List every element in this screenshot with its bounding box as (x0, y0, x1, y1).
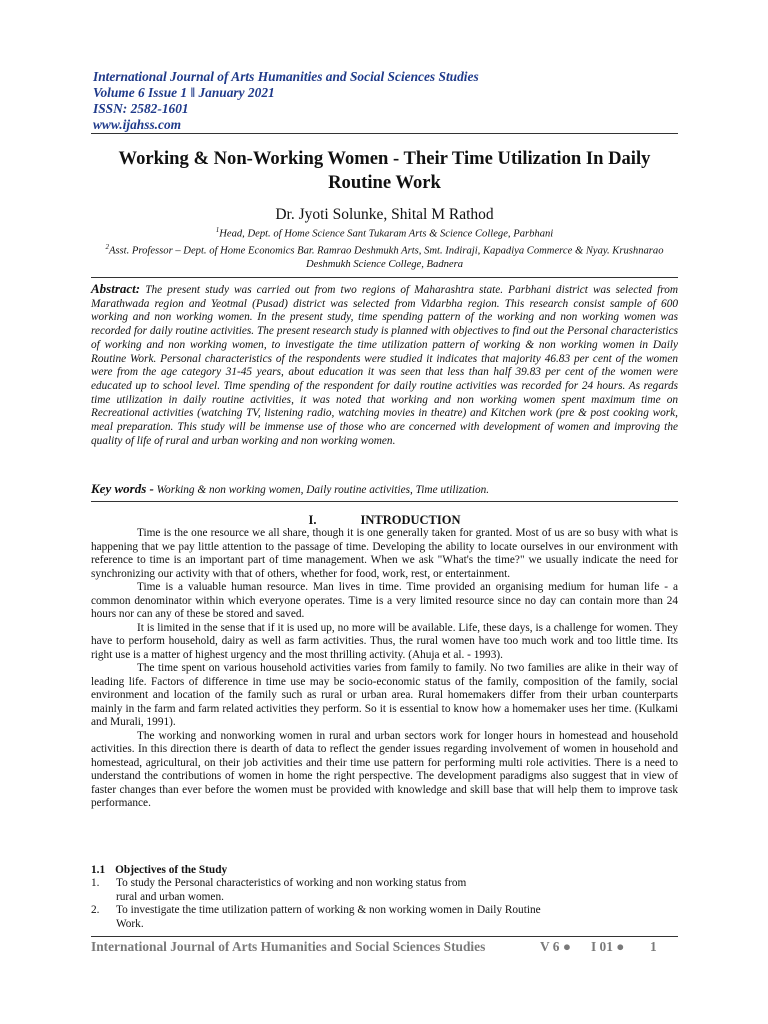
introduction-heading (91, 513, 678, 528)
affiliation-1 (91, 224, 678, 241)
objectives-heading (91, 863, 227, 877)
journal-volume: Volume 6 Issue 1 ǁ January 2021 (93, 85, 275, 100)
keywords-divider (91, 501, 678, 502)
abstract (91, 282, 678, 448)
affiliations (91, 224, 678, 272)
affiliation-mark: 2 (105, 243, 109, 252)
footer-issue: I 01 ● (591, 939, 625, 954)
introduction-body (91, 527, 678, 811)
header-divider (91, 133, 678, 134)
keywords-text: Working & non working women, Daily routine activities, Time utilization. (156, 484, 490, 496)
objective-item (91, 904, 678, 931)
abstract-divider (91, 277, 678, 278)
paper-authors: Dr. Jyoti Solunke, Shital M Rathod (275, 206, 494, 223)
footer-divider (91, 936, 678, 937)
footer-volume: V 6 ● (540, 939, 571, 954)
objective-line: rural and urban women. (116, 890, 224, 903)
keywords (91, 482, 678, 497)
abstract-text: The present study was carried out from two regions of Maharashtra state. Parbhani district was selected from Marathwada region and Yeotmal (Pusad) district was selected from Vidarbha region. This research consist sample of 600 working and non working women. In the present study, time spending pattern of the working and non working women was recorded for daily routine activities. The present research study is planned with objectives to find out the Personal characteristics of working and non working women, to investigate the time utilization pattern of working & non working women in Daily Routine Work. Personal characteristics of the respondents were studied it indicates that majority 46.83 per cent of the women were from the age category 31-45 years, about education it was seen that less than half 39.83 per cent of the women were educated up to school level. Time spending of the respondent for daily routine activities was recorded for 24 hours. As regards time utilization in daily routine activities, it was noted that working and non working women spent maximum time on Recreational activities (watching TV, listening radio, watching movies in theatre) and Kitchen work (pre & post cooking work, meal preparation. This study will be immense use of those who are concerned with development of women and improving the quality of life of rural and urban working and non working women. (91, 284, 679, 447)
journal-header (93, 69, 693, 133)
paragraph: It is limited in the sense that if it is used up, no more will be available. Life, these days, is a challenge for women. They have to perform household, dairy as well as farm activities. Thus, the rural women have too much work and too little time. Its right use is a matter of highest urgency and the most thrilling activity. (Ahuja et al. - 1993). (91, 621, 678, 661)
journal-issn: ISSN: 2582-1601 (93, 101, 189, 116)
journal-name: International Journal of Arts Humanities and Social Sciences Studies (93, 69, 479, 84)
paper-title: Working & Non-Working Women - Their Time Utilization In Daily Routine Work (118, 148, 651, 193)
objective-line: To study the Personal characteristics of working and non working status from (116, 877, 467, 889)
objective-number: 2. (91, 904, 100, 916)
footer-journal: International Journal of Arts Humanities and Social Sciences Studies (91, 939, 486, 954)
page-number: 1 (650, 939, 657, 954)
paragraph: Time is the one resource we all share, though it is one generally taken for granted. Most of us are so busy with what is happening that we pay little attention to the passage of time. Developing the ability to locate ourselves in our environment with reference to time is an important part of time management. When we ask "What's the time?" we usually indicate the need for synchronizing our activity with that of others, whether for food, work, rest, or entertainment. (91, 527, 678, 580)
subsection-title: Objectives of the Study (115, 864, 228, 876)
abstract-label: Abstract: (91, 281, 141, 296)
objective-line: To investigate the time utilization pattern of working & non working women in Daily Routine (116, 904, 541, 916)
journal-website[interactable]: www.ijahss.com (93, 117, 182, 132)
affiliation-mark: 1 (215, 226, 220, 234)
paragraph: Time is a valuable human resource. Man lives in time. Time provided an organising medium for human life - a common denominator within which everyone operates. Time is a very limited resource since no day can contain more than 24 hours nor can any of these be stored and saved. (91, 581, 678, 620)
objectives-list (91, 877, 678, 931)
section-title: INTRODUCTION (360, 513, 461, 527)
objective-line: Work. (116, 917, 144, 930)
affiliation-text: Head, Dept. of Home Science Sant Tukaram Arts & Science College, Parbhani (219, 228, 554, 240)
objective-number: 1. (91, 877, 100, 889)
keywords-label: Key words - (91, 481, 154, 496)
objective-item (91, 877, 678, 904)
affiliation-text: Asst. Professor – Dept. of Home Economics Bar. Ramrao Deshmukh Arts, Smt. Indiraji, Kapadiya Commerce & Nyay. Krushnarao Deshmukh Science College, Badnera (108, 245, 664, 271)
subsection-number: 1.1 (91, 864, 106, 876)
section-number: I. (308, 513, 317, 527)
paragraph: The time spent on various household activities varies from family to family. No two families are alike in their way of leading life. Factors of difference in time use may be socio-economic status of the family, composition of the family, social environment and location of the family such as rural or urban area. Rural homemakers differ from their urban counterparts mainly in the farm and farm related activities they perform. So it is essential to know how a homemaker uses her time. (Kulkami and Murali, 1991). (91, 662, 678, 728)
paragraph: The working and nonworking women in rural and urban sectors work for longer hours in homestead and household activities. In this direction there is dearth of data to reflect the gender issues regarding involvement of women in household and homestead, agricultural, on their job activities and their time use pattern for performing multi role activities. There is a need to understand the contributions of women in home the right perspective. The development paradigms also suggest that in view of faster changes than ever before the women must be provided with knowledge and skill base that will help them to improve task performance. (91, 729, 678, 809)
affiliation-2 (91, 241, 678, 272)
